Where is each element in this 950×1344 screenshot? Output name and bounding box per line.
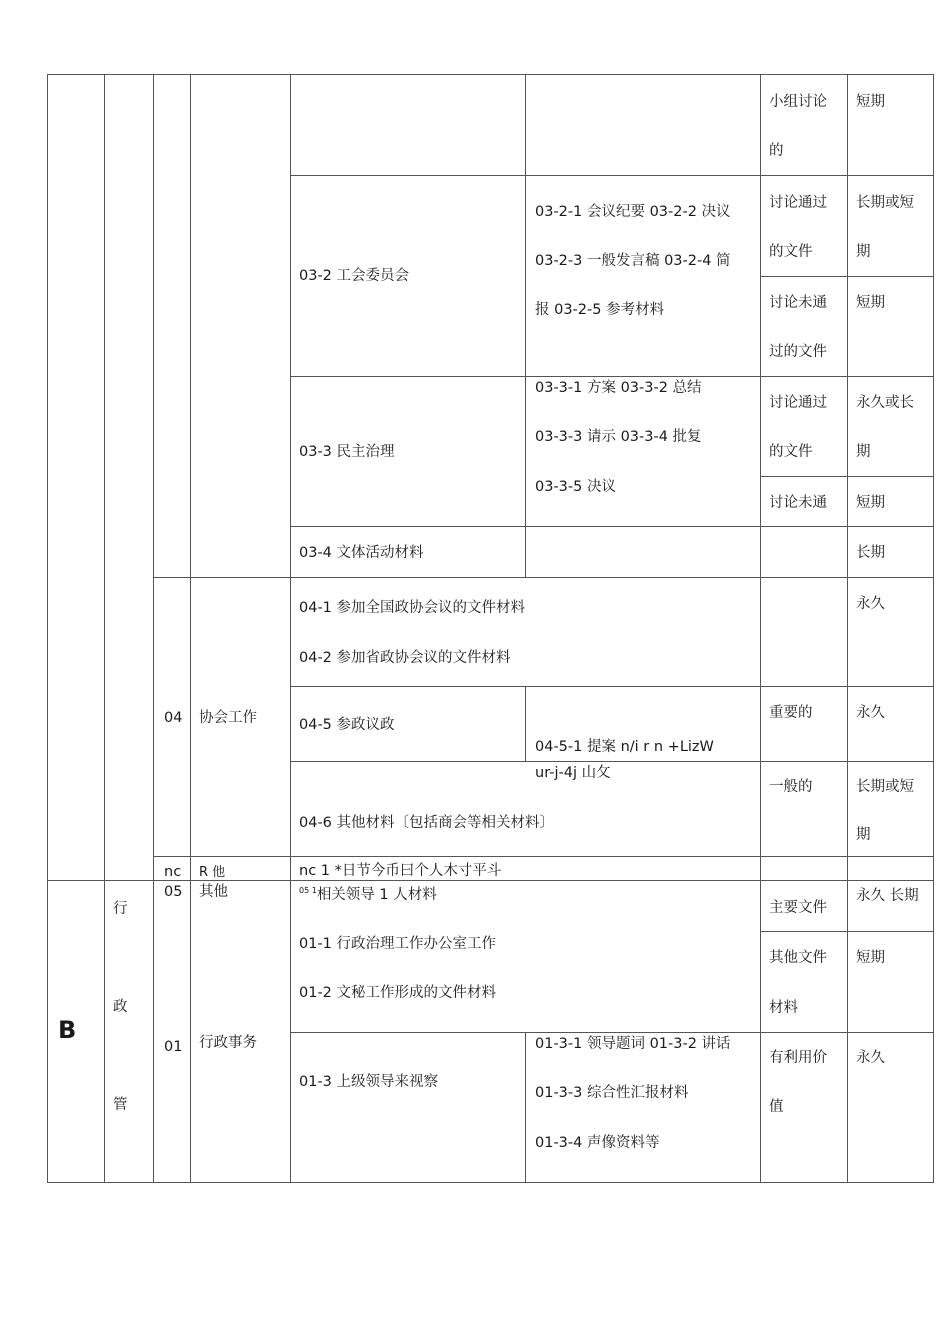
r8-num: nc (164, 864, 182, 880)
r10-cond1: 有利用价 (769, 1050, 827, 1066)
r7-sub-cell (290, 761, 761, 857)
r6-sub: 04-5 参政议政 (299, 717, 395, 733)
r2-cond-b2: 过的文件 (769, 344, 827, 360)
r5-sub1: 04-1 参加全国政协会议的文件材料 (299, 600, 526, 616)
r7-cond-text: 一般的 (769, 779, 813, 795)
r5-num: 04 (164, 710, 183, 726)
r4-term-text: 长期 (856, 545, 885, 561)
r5-sub2: 04-2 参加省政协会议的文件材料 (299, 650, 511, 666)
col-b-guan: 管 (113, 1097, 128, 1113)
r9-sub2: 01-2 文秘工作形成的文件材料 (299, 985, 497, 1001)
r1-cond-text2: 的 (769, 143, 784, 159)
r3-cond-b: 讨论未通 (769, 495, 827, 511)
r9-sub0: 相关领导 1 人材料 (316, 886, 437, 903)
col-b-hang: 行 (113, 901, 128, 917)
r8-sub: nc 1 *日节今币曰个人木寸平斗 (299, 863, 502, 879)
r9-cond-a-text: 主要文件 (769, 900, 827, 916)
r6-cond (760, 686, 848, 762)
r10-term-text: 永久 (856, 1050, 885, 1066)
r3-item-1: 03-3-3 请示 03-3-4 批复 (535, 429, 702, 445)
r2-cond-a2: 的文件 (769, 244, 813, 260)
r9-term-a-text: 永久 长期 (856, 888, 919, 904)
r4-cond (760, 526, 848, 578)
col-c-bottom (153, 880, 191, 1183)
r1-items (525, 74, 761, 176)
r6-cond-text: 重要的 (769, 705, 813, 721)
r10-name: 行政事务 (199, 1035, 257, 1051)
r10-item-2: 01-3-4 声像资料等 (535, 1135, 660, 1151)
r7-cond (760, 761, 848, 857)
r3-sub-text: 03-3 民主治理 (299, 444, 395, 460)
r10-cond2: 值 (769, 1099, 784, 1115)
r3-term-a1: 永久或长 (856, 395, 914, 411)
r3-items (525, 376, 761, 527)
b-letter: B (58, 1016, 77, 1044)
r2-cond-a1: 讨论通过 (769, 195, 827, 211)
r3-item-0: 03-3-1 方案 03-3-2 总结 (535, 380, 702, 396)
r2-item-2: 报 03-2-5 参考材料 (535, 302, 665, 318)
col-b-zheng: 政 (113, 999, 128, 1015)
r7-sub: 04-6 其他材料〔包括商会等相关材料〕 (299, 815, 555, 831)
r2-term-b: 短期 (856, 295, 885, 311)
r1-sub (290, 74, 526, 176)
r5-name: 协会工作 (199, 710, 257, 726)
r4-items (525, 526, 761, 578)
r3-term-b: 短期 (856, 495, 885, 511)
r9-cond-b1: 其他文件 (769, 950, 827, 966)
r6-item: 04-5-1 提案 n/i r n +LizW (535, 739, 714, 755)
r4-sub-text: 03-4 文体活动材料 (299, 545, 424, 561)
r2-term-b (847, 276, 934, 377)
r1-cond-text: 小组讨论 (769, 94, 827, 110)
r6-term-text: 永久 (856, 705, 885, 721)
r2-item-0: 03-2-1 会议纪要 03-2-2 决议 (535, 204, 731, 220)
r6-term (847, 686, 934, 762)
r9-term-b-text: 短期 (856, 950, 885, 966)
r5-sub-cell (290, 577, 761, 687)
r5-cond (760, 577, 848, 687)
r1-term-text: 短期 (856, 94, 885, 110)
r9-sub0-row (299, 881, 437, 905)
col-c-top (153, 74, 191, 578)
r8-cond (760, 856, 848, 881)
r1-term (847, 74, 934, 176)
r9-name: 其他 (199, 884, 228, 900)
r9-num: 05 (164, 884, 183, 900)
r3-item-2: 03-3-5 决议 (535, 479, 616, 495)
r8-name: R 他 (199, 865, 226, 880)
col-d-bottom (190, 880, 291, 1183)
r10-item-0: 01-3-1 领导题词 01-3-2 讲话 (535, 1036, 731, 1052)
r2-term-a1: 长期或短 (856, 195, 914, 211)
r2-item-1: 03-2-3 一般发言稿 03-2-4 简 (535, 253, 731, 269)
r3-cond-a1: 讨论通过 (769, 395, 827, 411)
r9-term-b (847, 931, 934, 1033)
r9-cond-b2: 材料 (769, 1000, 798, 1016)
r10-num: 01 (164, 1039, 183, 1055)
r2-cond-b1: 讨论未通 (769, 295, 827, 311)
r10-sub: 01-3 上级领导来视察 (299, 1074, 439, 1090)
col-b-bottom (104, 880, 154, 1183)
r7-term-2: 期 (856, 827, 871, 843)
r10-item-1: 01-3-3 综合性汇报材料 (535, 1085, 689, 1101)
r9-sup: 05 1 (299, 886, 317, 895)
r3-cond-a2: 的文件 (769, 444, 813, 460)
r8-term (847, 856, 934, 881)
col-b-top (104, 74, 154, 881)
r9-sub1: 01-1 行政治理工作办公室工作 (299, 936, 497, 952)
r7-term-1: 长期或短 (856, 779, 914, 795)
r10-sub-cell (290, 1032, 526, 1183)
r2-term-a2: 期 (856, 244, 871, 260)
r6-item2: ur-j-4j 山攵 (535, 765, 611, 781)
col-a-top (47, 74, 105, 881)
r5-term-text: 永久 (856, 596, 885, 612)
col-d-top (190, 74, 291, 578)
r3-term-a2: 期 (856, 444, 871, 460)
r2-sub-text: 03-2 工会委员会 (299, 268, 410, 284)
r10-items-cell (525, 1032, 761, 1183)
